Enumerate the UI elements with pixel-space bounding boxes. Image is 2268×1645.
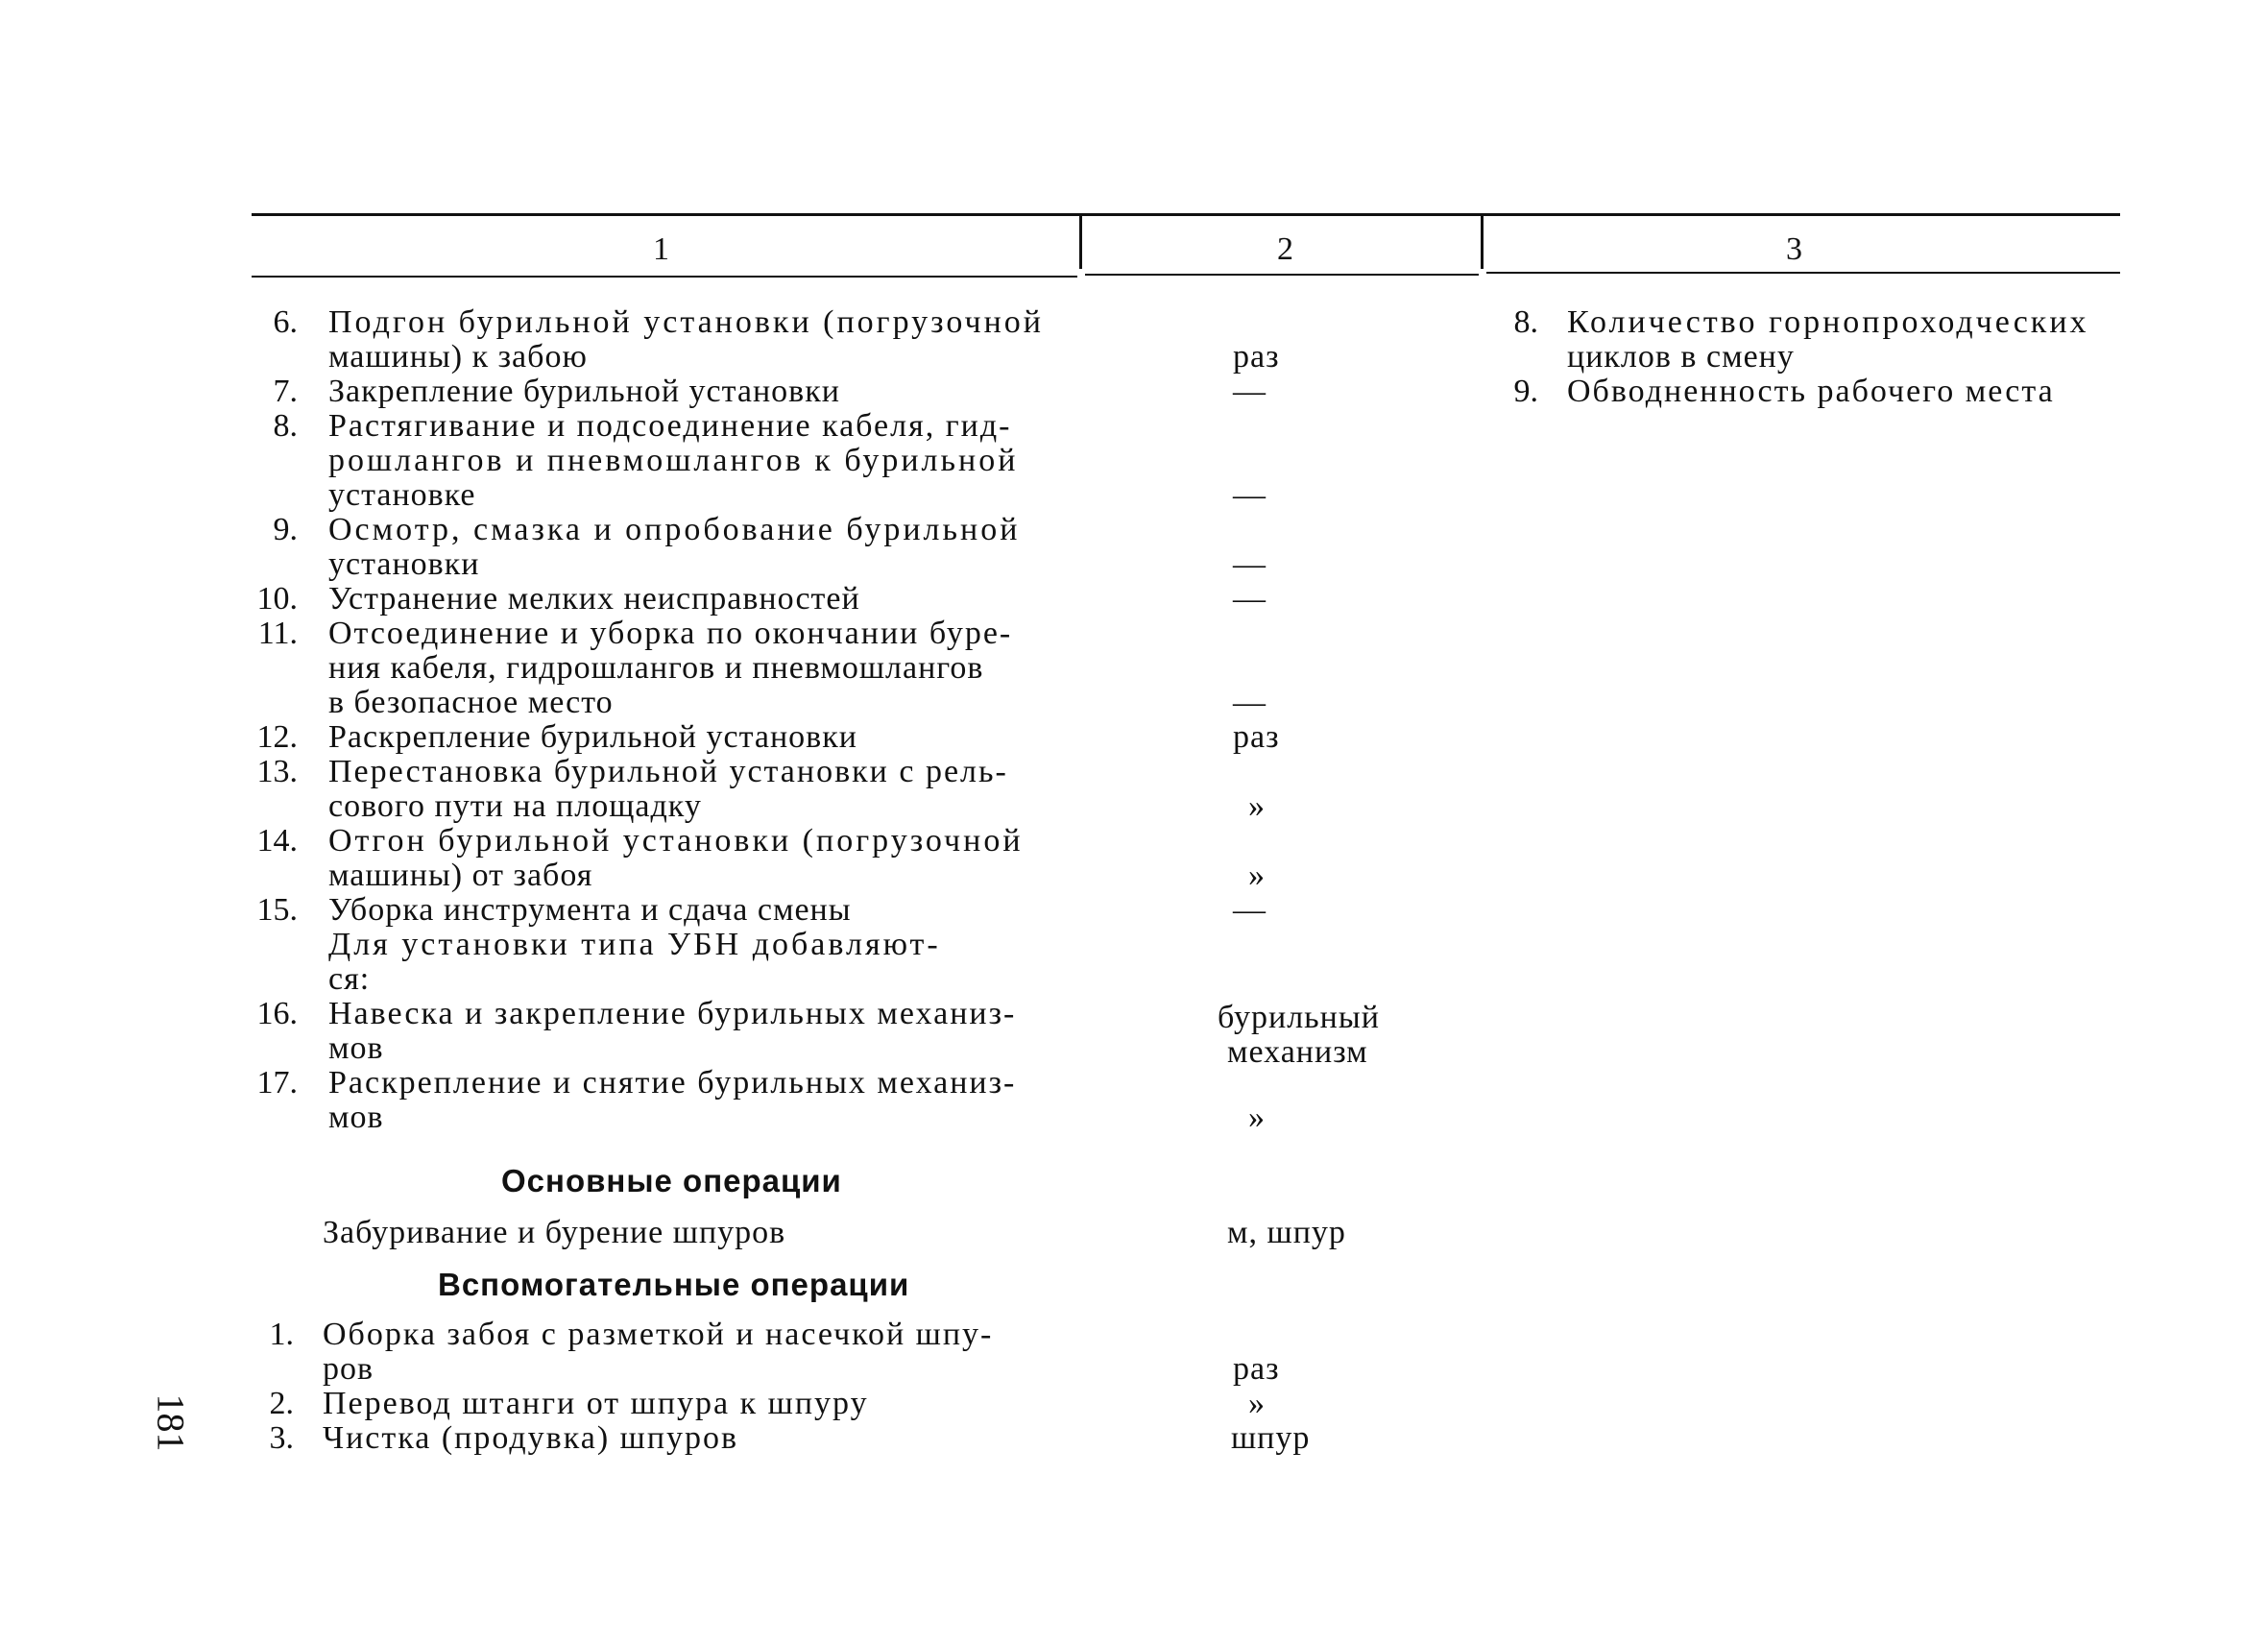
header-col1: 1 <box>653 231 669 267</box>
row-text: Навеска и закрепление бурильных механиз- <box>328 996 1017 1031</box>
row-text: в безопасное место <box>328 685 614 720</box>
row-number: 14. <box>256 823 298 859</box>
unit-cell: шпур <box>1231 1420 1311 1456</box>
header-divider-1 <box>1079 215 1082 269</box>
row-text: установке <box>328 477 476 513</box>
row-text: Уборка инструмента и сдача смены <box>328 892 852 928</box>
row-text: циклов в смену <box>1567 339 1795 375</box>
row-text: ся: <box>328 961 371 997</box>
header-bottom-rule-col1 <box>252 276 1077 278</box>
section-title-main: Основные операции <box>501 1163 842 1198</box>
unit-cell: — <box>1233 546 1267 582</box>
row-number: 6. <box>273 304 298 340</box>
unit-cell: » <box>1248 858 1266 893</box>
header-top-rule <box>252 213 2120 216</box>
unit-cell: раз <box>1233 1351 1280 1387</box>
row-text: Раскрепление бурильной установки <box>328 719 857 755</box>
row-text: Перестановка бурильной установки с рель- <box>328 754 1008 789</box>
row-text: Чистка (продувка) шпуров <box>323 1420 739 1456</box>
unit-cell: — <box>1233 581 1267 617</box>
row-text: машины) от забоя <box>328 858 593 893</box>
row-number: 12. <box>256 719 298 755</box>
header-bottom-rule-col3 <box>1486 272 2120 274</box>
unit-cell: механизм <box>1227 1034 1368 1070</box>
unit-cell: » <box>1248 788 1266 824</box>
row-text: Обводненность рабочего места <box>1567 374 2055 409</box>
row-text: установки <box>328 546 480 582</box>
row-number: 3. <box>269 1420 294 1456</box>
row-text: мов <box>328 1100 384 1135</box>
row-text: ров <box>323 1351 374 1387</box>
unit-cell: — <box>1233 685 1267 720</box>
unit-cell: » <box>1248 1100 1266 1135</box>
row-text: Оборка забоя с разметкой и насечкой шпу- <box>323 1317 994 1352</box>
row-text: Осмотр, смазка и опробование бурильной <box>328 512 1021 547</box>
row-text: Устранение мелких неисправностей <box>328 581 860 617</box>
row-number: 8. <box>273 408 298 444</box>
row-number: 11. <box>257 616 298 651</box>
header-bottom-rule-col2 <box>1085 274 1479 276</box>
row-text: рошлангов и пневмошлангов к бурильной <box>328 443 1019 478</box>
row-text: Количество горнопроходческих <box>1567 304 2089 340</box>
header-divider-2 <box>1481 215 1484 269</box>
row-text: Для установки типа УБН добавляют- <box>328 927 941 962</box>
row-text: Перевод штанги от шпура к шпуру <box>323 1386 869 1421</box>
row-text: Подгон бурильной установки (погрузочной <box>328 304 1045 340</box>
row-number: 9. <box>1513 374 1538 409</box>
unit-cell: раз <box>1233 719 1280 755</box>
row-number: 16. <box>256 996 298 1031</box>
row-number: 9. <box>273 512 298 547</box>
header-col3: 3 <box>1786 231 1802 267</box>
row-number: 15. <box>256 892 298 928</box>
row-text: сового пути на площадку <box>328 788 702 824</box>
row-text: мов <box>328 1030 384 1066</box>
row-number: 1. <box>269 1317 294 1352</box>
unit-cell: раз <box>1233 339 1280 375</box>
unit-cell: » <box>1248 1386 1266 1421</box>
row-text: Отсоединение и уборка по окончании буре- <box>328 616 1013 651</box>
row-number: 7. <box>273 374 298 409</box>
unit-cell: м, шпур <box>1227 1215 1346 1250</box>
row-text: ния кабеля, гидрошлангов и пневмошлангов <box>328 650 984 686</box>
unit-cell: — <box>1233 374 1267 409</box>
row-text: Растягивание и подсоединение кабеля, гид- <box>328 408 1012 444</box>
unit-cell: — <box>1233 477 1267 513</box>
row-number: 8. <box>1513 304 1538 340</box>
row-text: Закрепление бурильной установки <box>328 374 840 409</box>
row-text: Раскрепление и снятие бурильных механиз- <box>328 1065 1017 1101</box>
unit-cell: — <box>1233 892 1267 928</box>
row-number: 13. <box>256 754 298 789</box>
section-title-aux: Вспомогательные операции <box>438 1267 910 1302</box>
row-number: 10. <box>256 581 298 617</box>
main-operation-text: Забуривание и бурение шпуров <box>323 1215 786 1250</box>
row-number: 2. <box>269 1386 294 1421</box>
unit-cell: бурильный <box>1218 1000 1380 1035</box>
header-col2: 2 <box>1277 231 1293 267</box>
row-number: 17. <box>256 1065 298 1101</box>
row-text: машины) к забою <box>328 339 588 375</box>
row-text: Отгон бурильной установки (погрузочной <box>328 823 1024 859</box>
page-number: 181 <box>149 1393 193 1452</box>
